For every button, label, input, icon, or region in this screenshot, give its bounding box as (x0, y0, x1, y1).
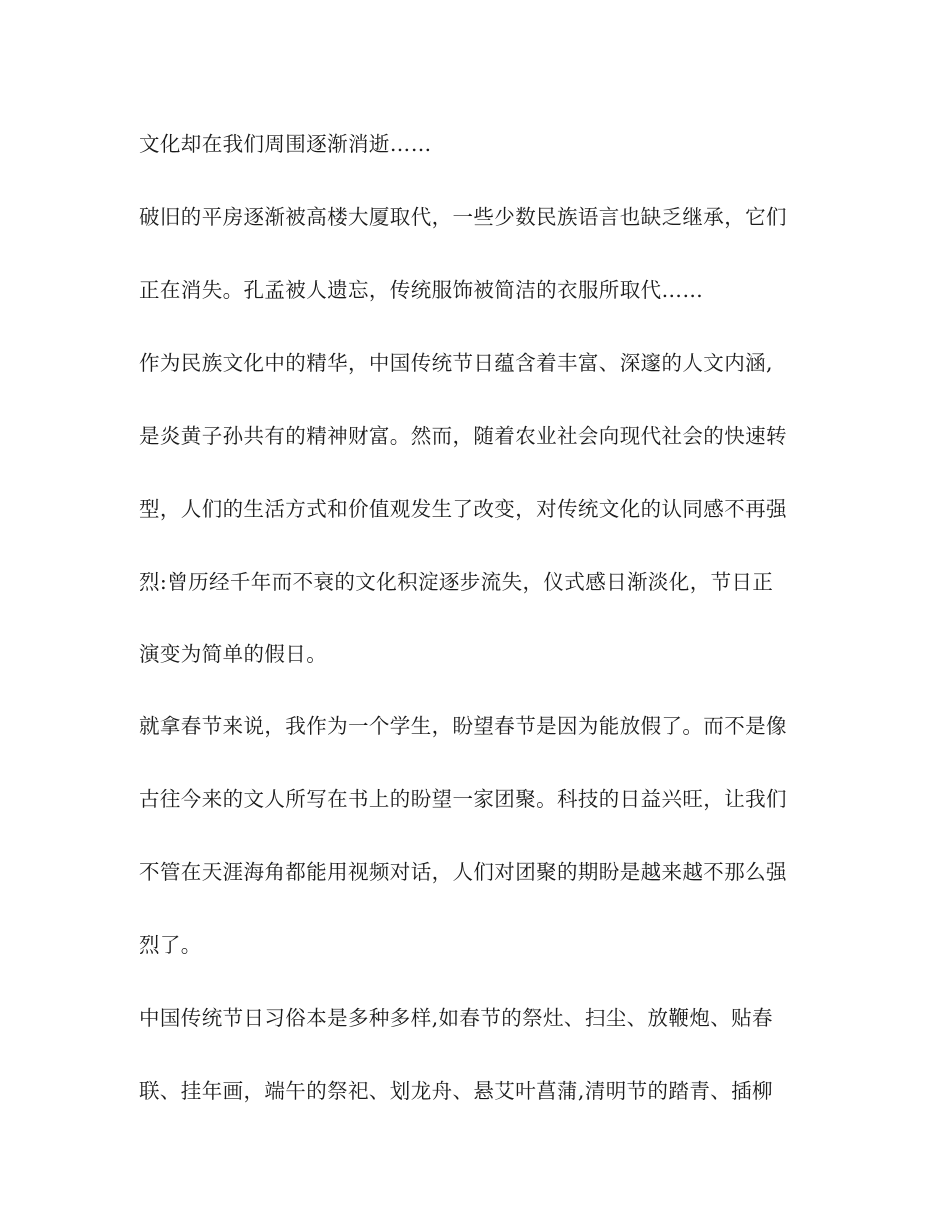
text-line: 烈:曾历经千年而不衰的文化积淀逐步流失，仪式感日渐淡化，节日正 (139, 570, 774, 594)
text-line: 文化却在我们周围逐渐消逝…… (139, 132, 432, 156)
text-line: 烈了。 (139, 933, 202, 957)
text-line: 不管在天涯海角都能用视频对话，人们对团聚的期盼是越来越不那么强 (139, 860, 787, 884)
text-line: 中国传统节日习俗本是多种多样,如春节的祭灶、扫尘、放鞭炮、贴春 (139, 1006, 773, 1030)
text-line: 联、挂年画，端午的祭祀、划龙舟、悬艾叶菖蒲,清明节的踏青、插柳 (139, 1079, 773, 1103)
text-line: 破旧的平房逐渐被高楼大厦取代，一些少数民族语言也缺乏继承，它们 (139, 205, 787, 229)
text-line: 就拿春节来说，我作为一个学生，盼望春节是因为能放假了。而不是像 (139, 714, 787, 738)
text-line: 正在消失。孔孟被人遗忘，传统服饰被简洁的衣服所取代…… (139, 278, 704, 302)
text-line: 是炎黄子孙共有的精神财富。然而，随着农业社会向现代社会的快速转 (139, 424, 787, 448)
text-line: 古往今来的文人所写在书上的盼望一家团聚。科技的日益兴旺，让我们 (139, 787, 787, 811)
text-line: 演变为简单的假日。 (139, 642, 328, 666)
text-line: 型，人们的生活方式和价值观发生了改变，对传统文化的认同感不再强 (139, 497, 787, 521)
text-line: 作为民族文化中的精华，中国传统节日蕴含着丰富、深邃的人文内涵, (139, 351, 773, 375)
